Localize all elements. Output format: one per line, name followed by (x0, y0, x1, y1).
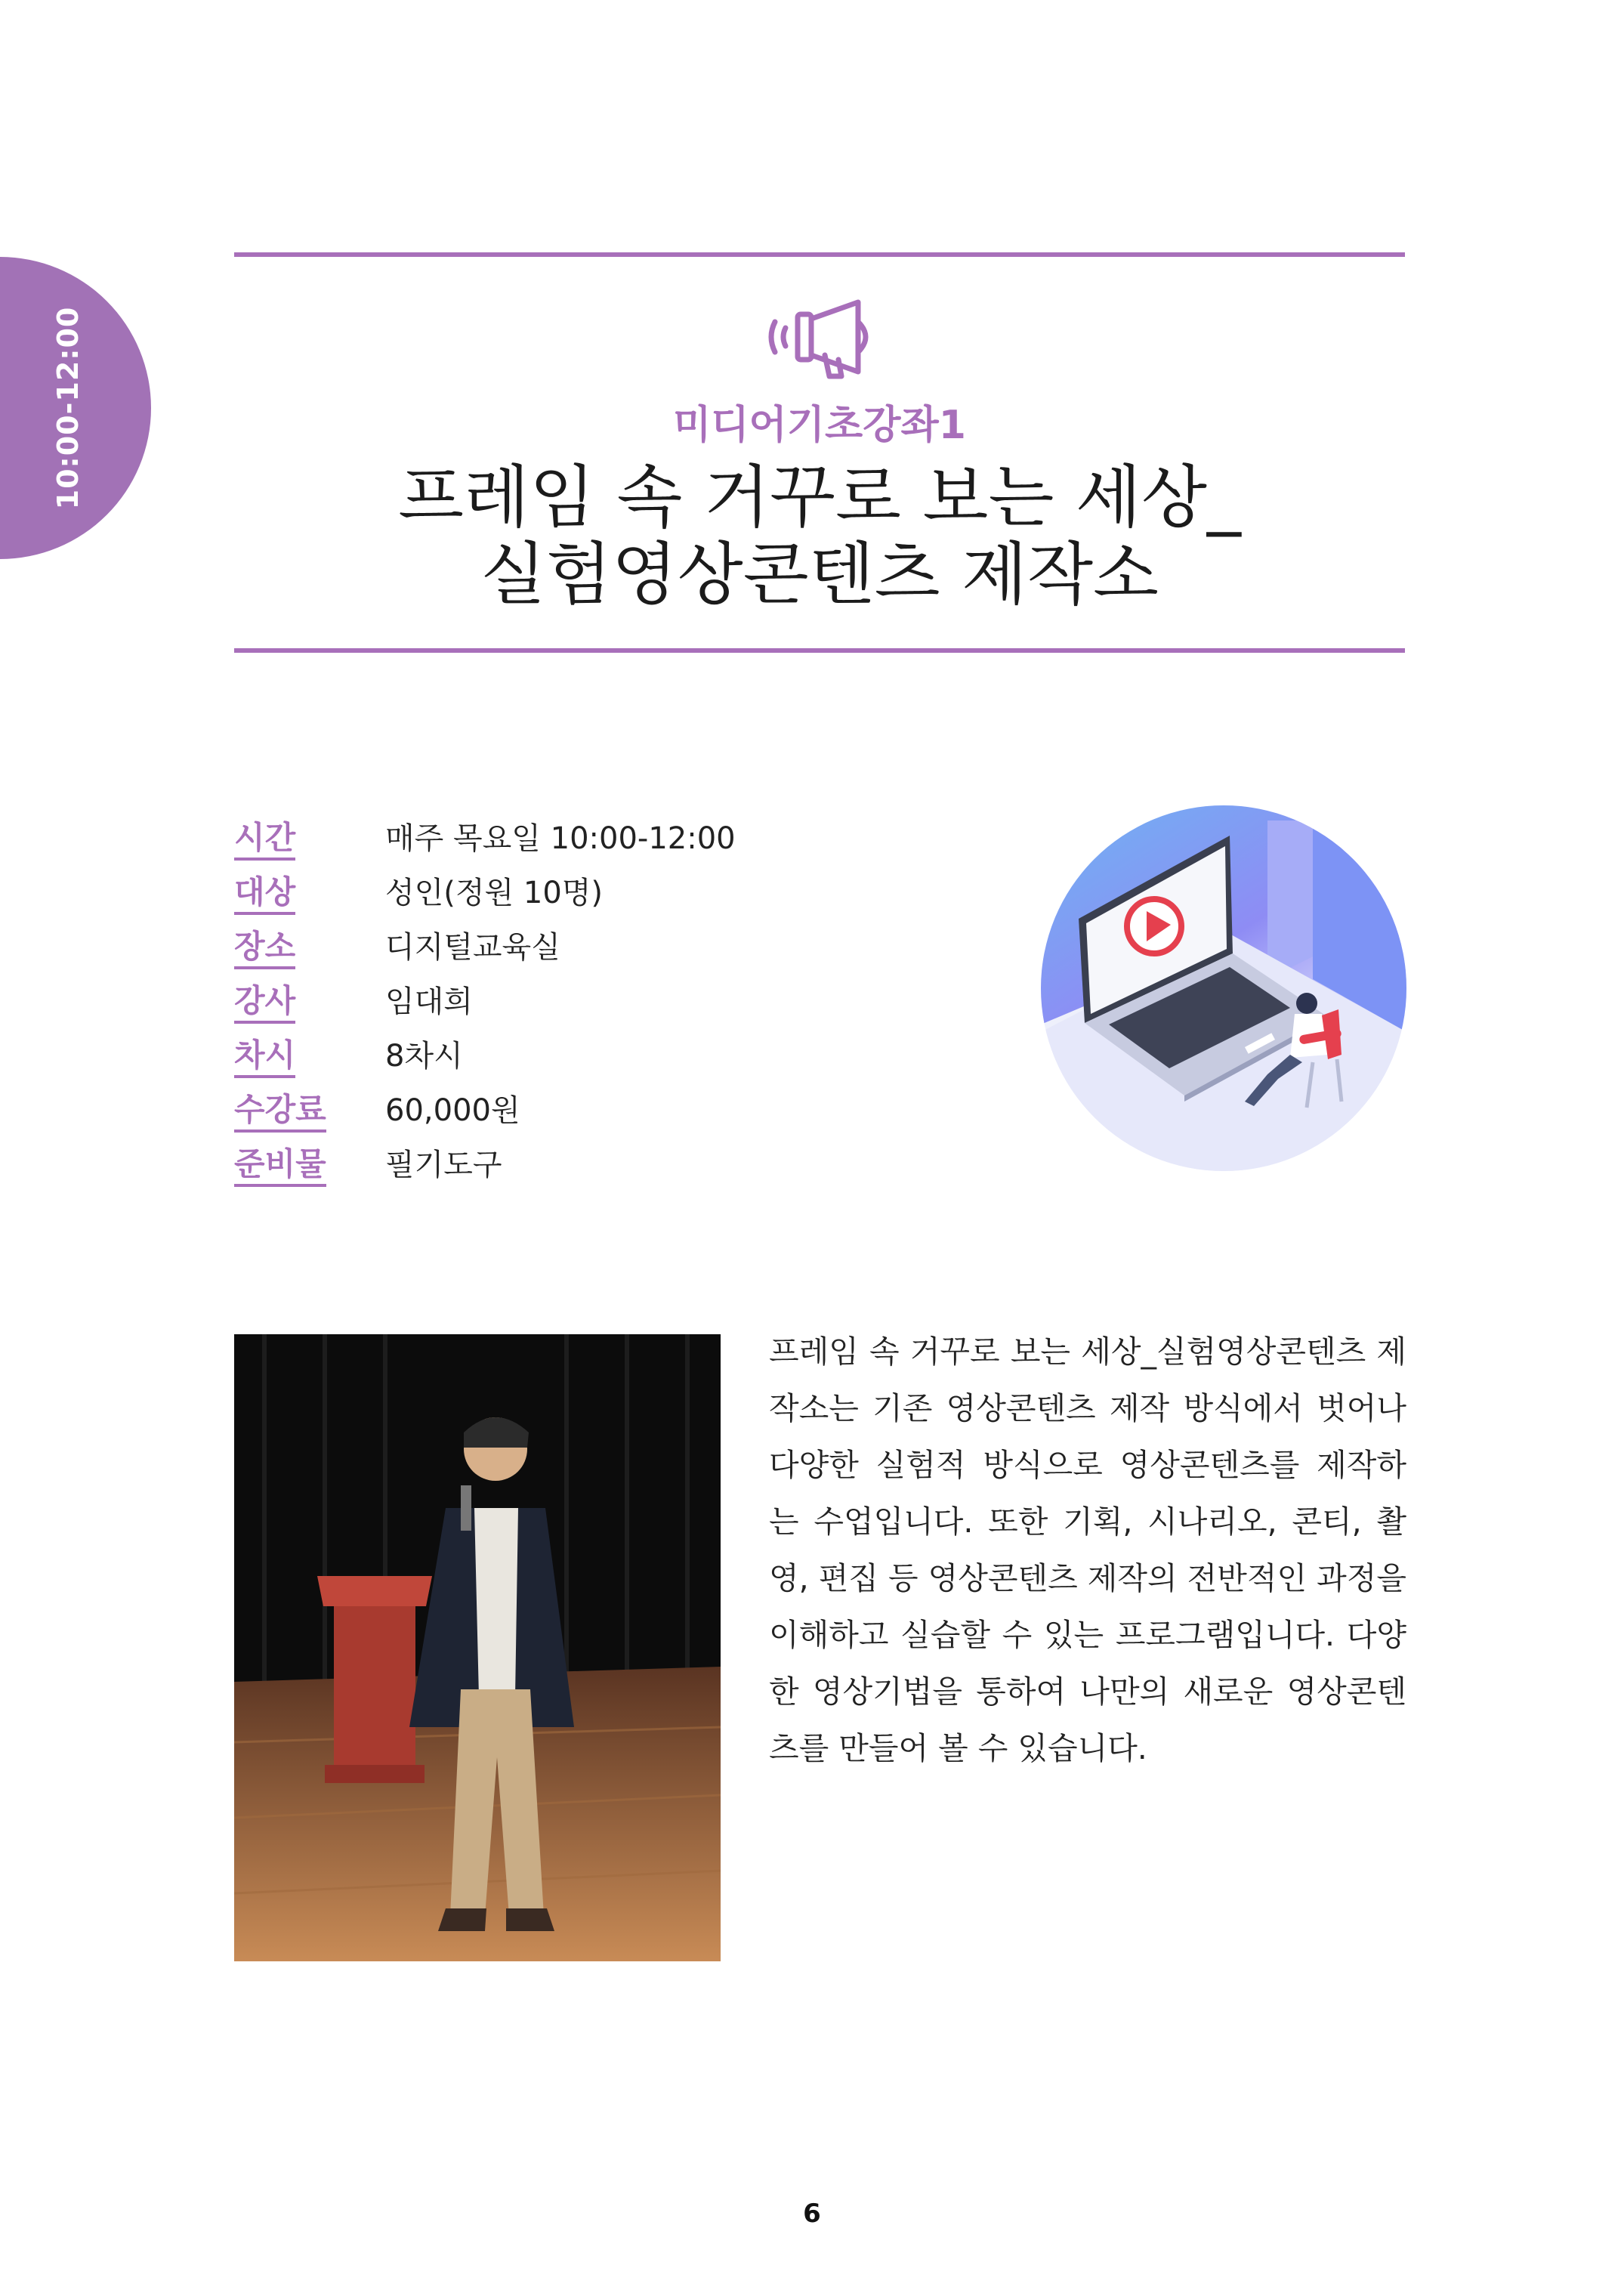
header-bottom-rule (234, 648, 1405, 653)
info-label: 강사 (234, 982, 295, 1024)
lectern-icon (317, 1576, 432, 1783)
info-value: 성인(정원 10명) (385, 875, 604, 910)
instructor-photo (234, 1334, 721, 1961)
info-label: 준비물 (234, 1145, 326, 1187)
title-line-2: 실험영상콘텐츠 제작소 (480, 535, 1159, 614)
page-title (234, 459, 1405, 613)
info-label: 수강료 (234, 1091, 326, 1133)
page-number: 6 (803, 2199, 821, 2229)
info-value: 필기도구 (385, 1147, 502, 1182)
laptop-video-illustration (1041, 805, 1406, 1171)
info-value: 매주 목요일 10:00-12:00 (385, 820, 736, 856)
info-row-supplies (234, 1135, 736, 1189)
header-top-rule (234, 252, 1405, 257)
info-row-fee (234, 1080, 736, 1135)
info-row-place (234, 917, 736, 972)
course-info-list (234, 808, 736, 1189)
info-value: 디지털교육실 (385, 929, 560, 965)
info-row-time (234, 808, 736, 863)
category-label: 미디어기초강좌1 (673, 403, 966, 448)
info-label: 장소 (234, 928, 295, 969)
title-line-1: 프레임 속 거꾸로 보는 세상_ (398, 458, 1241, 537)
info-label: 차시 (234, 1037, 295, 1078)
side-time-label: 10:00-12:00 (51, 306, 85, 510)
info-value: 60,000원 (385, 1092, 520, 1128)
info-value: 임대희 (385, 984, 473, 1019)
info-row-target (234, 863, 736, 917)
info-label: 대상 (234, 873, 295, 915)
info-label: 시간 (234, 819, 295, 861)
info-row-sessions (234, 1026, 736, 1080)
megaphone-icon (760, 292, 881, 382)
info-value: 8차시 (385, 1038, 463, 1074)
info-row-instructor (234, 972, 736, 1026)
course-description: 프레임 속 거꾸로 보는 세상_실험영상콘텐츠 제작소는 기존 영상콘텐츠 제작 방식에서 벗어나 다양한 실험적 방식으로 영상콘텐츠를 제작하는 수업입니다. 또한 기획, 시나리오, 콘티, 촬영, 편집 등 영상콘텐츠 제작의 전반적인 과정을 이해하고 실습할 수 있는 프로그램입니다. 다양한 영상기법을 통하여 나만의 새로운 영상콘텐츠를 만들어 볼 수 있습니다. (769, 1333, 1406, 1766)
